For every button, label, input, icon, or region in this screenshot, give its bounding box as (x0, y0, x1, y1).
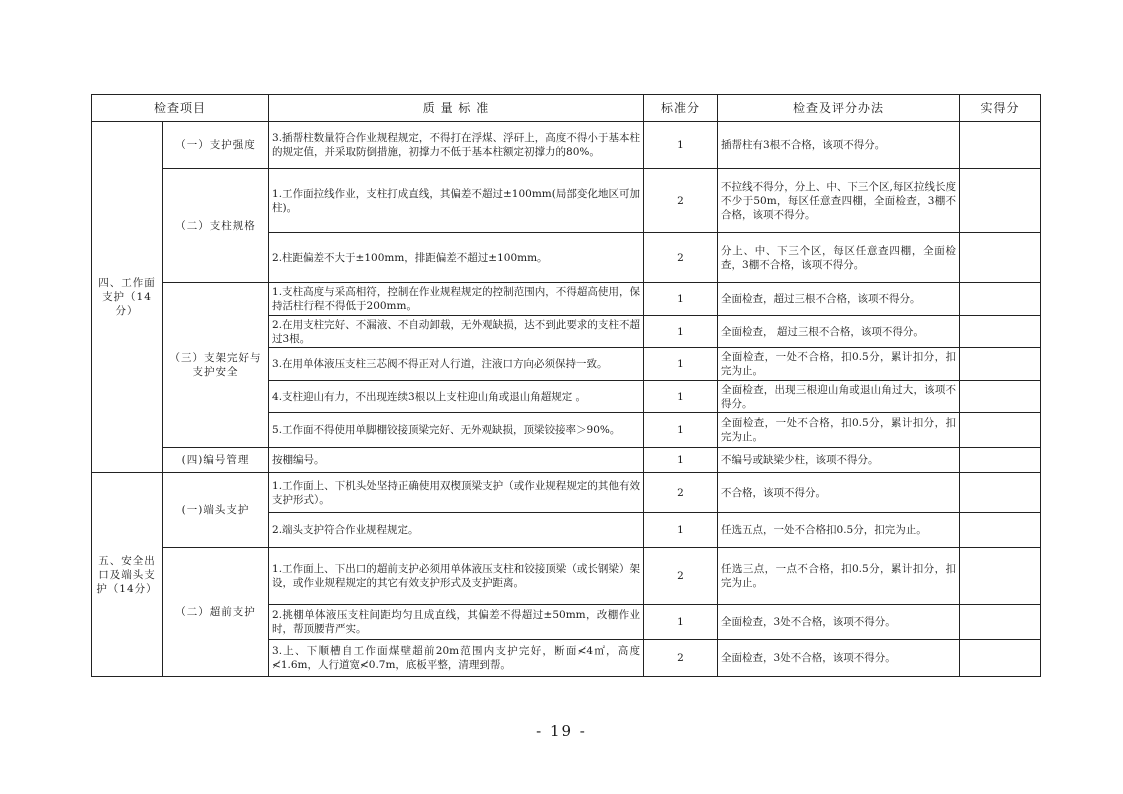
actual-score-cell (960, 548, 1041, 605)
subcategory-cell: (四)编号管理 (163, 448, 269, 473)
score-cell: 1 (644, 348, 718, 381)
method-cell: 不合格，该项不得分。 (718, 473, 960, 513)
actual-score-cell (960, 473, 1041, 513)
subcategory-cell: （二）超前支护 (163, 548, 269, 677)
actual-score-cell (960, 381, 1041, 413)
standard-cell: 3.上、下顺槽自工作面煤壁超前20m范围内支护完好，断面≮4㎡，高度≮1.6m，人行道宽≮0.7m，底板平整，清理到帮。 (269, 640, 644, 677)
score-cell: 2 (644, 233, 718, 283)
actual-score-cell (960, 348, 1041, 381)
actual-score-cell (960, 169, 1041, 233)
method-cell: 全面检查，3处不合格，该项不得分。 (718, 605, 960, 640)
method-cell: 全面检查，3处不合格，该项不得分。 (718, 640, 960, 677)
standard-cell: 4.支柱迎山有力，不出现连续3根以上支柱迎山角或退山角超规定 。 (269, 381, 644, 413)
standard-cell: 1.工作面上、下机头处坚持正确使用双楔顶梁支护（或作业规程规定的其他有效支护形式）。 (269, 473, 644, 513)
actual-score-cell (960, 513, 1041, 548)
score-cell: 2 (644, 473, 718, 513)
method-cell: 全面检查，超过三根不合格，该项不得分。 (718, 283, 960, 316)
category-cell: 五、安全出口及端头支护（14分） (92, 473, 163, 677)
subcategory-cell: （三）支架完好与支护安全 (163, 283, 269, 448)
score-cell: 1 (644, 316, 718, 348)
subcategory-cell: （二）支柱规格 (163, 169, 269, 283)
table-row (92, 122, 1041, 169)
standard-cell: 2.在用支柱完好、不漏液、不自动卸载，无外观缺损，达不到此要求的支柱不超过3根。 (269, 316, 644, 348)
score-cell: 1 (644, 381, 718, 413)
standard-cell: 3.在用单体液压支柱三芯阀不得正对人行道，注液口方向必须保持一致。 (269, 348, 644, 381)
table-header-row (92, 95, 1041, 122)
score-cell: 1 (644, 448, 718, 473)
page-number: - 19 - (536, 722, 587, 740)
table-row (92, 548, 1041, 605)
score-cell: 1 (644, 283, 718, 316)
actual-score-cell (960, 283, 1041, 316)
standard-cell: 2.端头支护符合作业规程规定。 (269, 513, 644, 548)
standard-cell: 3.插帮柱数量符合作业规程规定，不得打在浮煤、浮矸上，高度不得小于基本柱的规定值，并采取防倒措施，初撑力不低于基本柱额定初撑力的80%。 (269, 122, 644, 169)
inspection-standard-table (91, 94, 1041, 677)
method-cell: 全面检查， 超过三根不合格，该项不得分。 (718, 316, 960, 348)
method-cell: 插帮柱有3根不合格，该项不得分。 (718, 122, 960, 169)
method-cell: 全面检查，出现三根迎山角或退山角过大，该项不得分。 (718, 381, 960, 413)
score-cell: 1 (644, 513, 718, 548)
score-cell: 1 (644, 413, 718, 448)
header-actual: 实得分 (960, 95, 1041, 122)
category-cell: 四、工作面支护（14分） (92, 122, 163, 473)
score-cell: 2 (644, 548, 718, 605)
score-cell: 2 (644, 169, 718, 233)
subcategory-cell: （一）支护强度 (163, 122, 269, 169)
header-score: 标准分 (644, 95, 718, 122)
score-cell: 2 (644, 640, 718, 677)
method-cell: 分上、中、下三个区，每区任意查四棚，全面检查，3棚不合格，该项不得分。 (718, 233, 960, 283)
table-row (92, 448, 1041, 473)
score-cell: 1 (644, 122, 718, 169)
header-item: 检查项目 (92, 95, 269, 122)
standard-cell: 2.柱距偏差不大于±100mm，排距偏差不超过±100mm。 (269, 233, 644, 283)
score-cell: 1 (644, 605, 718, 640)
standard-cell: 2.挑棚单体液压支柱间距均匀且成直线，其偏差不得超过±50mm，改棚作业时，帮顶腰背严实。 (269, 605, 644, 640)
actual-score-cell (960, 640, 1041, 677)
table-row (92, 169, 1041, 233)
header-standard: 质 量 标 准 (269, 95, 644, 122)
method-cell: 不拉线不得分，分上、中、下三个区,每区拉线长度不少于50m，每区任意查四棚，全面检查，3棚不合格，该项不得分。 (718, 169, 960, 233)
subcategory-cell: (一)端头支护 (163, 473, 269, 548)
table-row (92, 283, 1041, 316)
actual-score-cell (960, 122, 1041, 169)
actual-score-cell (960, 316, 1041, 348)
method-cell: 不编号或缺梁少柱，该项不得分。 (718, 448, 960, 473)
method-cell: 全面检查，一处不合格，扣0.5分，累计扣分，扣完为止。 (718, 348, 960, 381)
actual-score-cell (960, 413, 1041, 448)
method-cell: 任选三点，一点不合格，扣0.5分，累计扣分，扣完为止。 (718, 548, 960, 605)
standard-cell: 1.支柱高度与采高相符，控制在作业规程规定的控制范围内，不得超高使用，保持活柱行程不得低于200mm。 (269, 283, 644, 316)
actual-score-cell (960, 448, 1041, 473)
header-method: 检查及评分办法 (718, 95, 960, 122)
actual-score-cell (960, 605, 1041, 640)
actual-score-cell (960, 233, 1041, 283)
standard-cell: 5.工作面不得使用单脚棚铰接顶梁完好、无外观缺损，顶梁铰接率＞90%。 (269, 413, 644, 448)
standard-cell: 按棚编号。 (269, 448, 644, 473)
table-row (92, 473, 1041, 513)
standard-cell: 1.工作面拉线作业，支柱打成直线，其偏差不超过±100mm(局部变化地区可加柱)。 (269, 169, 644, 233)
method-cell: 任选五点，一处不合格扣0.5分，扣完为止。 (718, 513, 960, 548)
method-cell: 全面检查，一处不合格，扣0.5分，累计扣分，扣完为止。 (718, 413, 960, 448)
standard-cell: 1.工作面上、下出口的超前支护必须用单体液压支柱和铰接顶梁（或长钢梁）架设，或作业规程规定的其它有效支护形式及支护距离。 (269, 548, 644, 605)
